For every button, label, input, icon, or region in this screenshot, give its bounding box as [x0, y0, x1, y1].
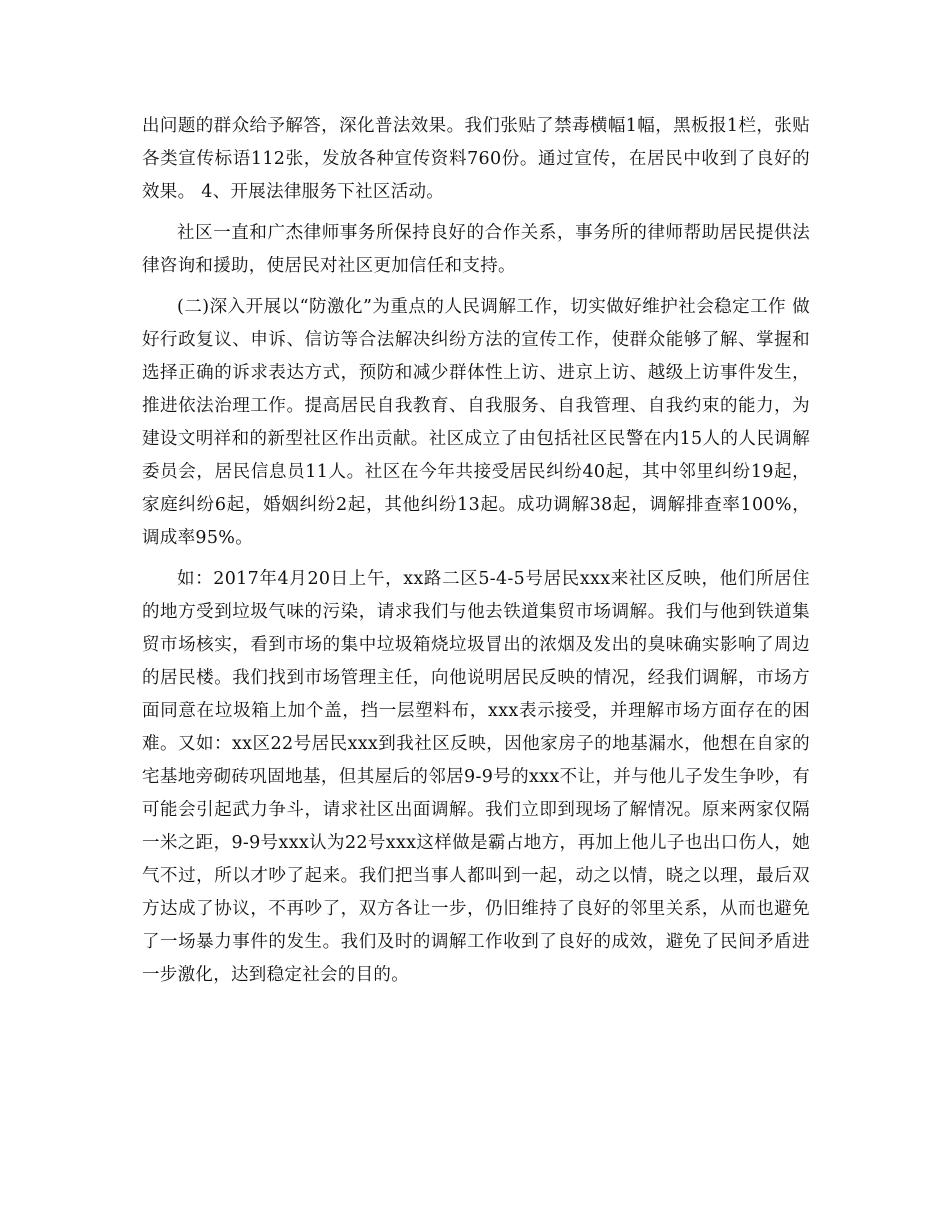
document-body	[142, 110, 810, 992]
paragraph-3: (二)深入开展以“防激化”为重点的人民调解工作，切实做好维护社会稳定工作 做好行政复议、申诉、信访等合法解决纠纷方法的宣传工作，使群众能够了解、掌握和选择正确的诉求表达方式，预防和减少群体性上访、进京上访、越级上访事件发生，推进依法治理工作。提高居民自我教育、自我服务、自我管理、自我约束的能力，为建设文明祥和的新型社区作出贡献。社区成立了由包括社区民警在内15人的人民调解委员会，居民信息员11人。社区在今年共接受居民纠纷40起，其中邻里纠纷19起，家庭纠纷6起，婚姻纠纷2起，其他纠纷13起。成功调解38起，调解排查率100%，调成率95%。	[142, 297, 810, 548]
paragraph-1: 出问题的群众给予解答，深化普法效果。我们张贴了禁毒横幅1幅，黑板报1栏，张贴各类宣传标语112张，发放各种宣传资料760份。通过宣传，在居民中收到了良好的效果。 4、开展法律服务下社区活动。	[142, 116, 810, 202]
paragraph-4: 如：2017年4月20日上午，xx路二区5-4-5号居民xxx来社区反映，他们所居住的地方受到垃圾气味的污染，请求我们与他去铁道集贸市场调解。我们与他到铁道集贸市场核实，看到市场的集中垃圾箱烧垃圾冒出的浓烟及发出的臭味确实影响了周边的居民楼。我们找到市场管理主任，向他说明居民反映的情况，经我们调解，市场方面同意在垃圾箱上加个盖，挡一层塑料布，xxx表示接受，并理解市场方面存在的困难。又如：xx区22号居民xxx到我社区反映，因他家房子的地基漏水，他想在自家的宅基地旁砌砖巩固地基，但其屋后的邻居9-9号的xxx不让，并与他儿子发生争吵，有可能会引起武力争斗，请求社区出面调解。我们立即到现场了解情况。原来两家仅隔一米之距，9-9号xxx认为22号xxx这样做是霸占地方，再加上他儿子也出口伤人，她气不过，所以才吵了起来。我们把当事人都叫到一起，动之以情，晓之以理，最后双方达成了协议，不再吵了，双方各让一步，仍旧维持了良好的邻里关系，从而也避免了一场暴力事件的发生。我们及时的调解工作收到了良好的成效，避免了民间矛盾进一步激化，达到稳定社会的目的。	[142, 569, 810, 985]
paragraph-2: 社区一直和广杰律师事务所保持良好的合作关系，事务所的律师帮助居民提供法律咨询和援助，使居民对社区更加信任和支持。	[142, 223, 810, 276]
